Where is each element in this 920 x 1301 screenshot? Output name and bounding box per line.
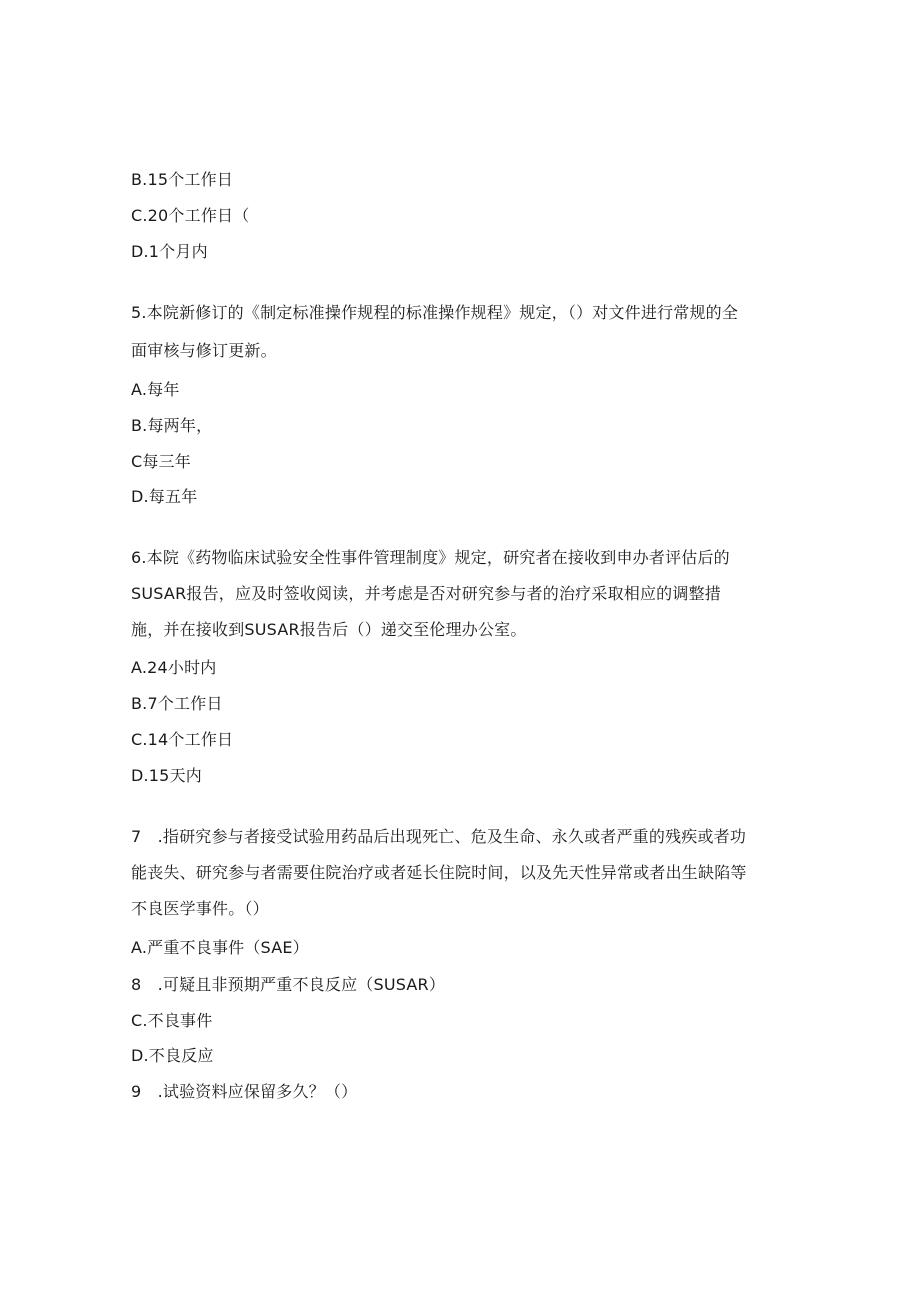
q7-stem-line-2: 能丧失、研究参与者需要住院治疗或者延长住院时间，以及先天性异常或者出生缺陷等 [131, 863, 747, 882]
q6-option-d: D.15天内 [131, 766, 202, 785]
q6-stem-line-2: SUSAR报告，应及时签收阅读，并考虑是否对研究参与者的治疗采取相应的调整措 [131, 584, 721, 603]
q4-option-b: B.15个工作日 [131, 170, 234, 189]
q6-option-a: A.24小时内 [131, 658, 217, 677]
q7-option-a: A.严重不良事件（SAE） [131, 938, 309, 957]
q7-stem-line-3: 不良医学事件。（） [131, 899, 269, 918]
q6-option-c: C.14个工作日 [131, 730, 234, 749]
q8-item: 8 .可疑且非预期严重不良反应（SUSAR） [131, 975, 446, 994]
q6-stem-line-3: 施，并在接收到SUSAR报告后（）递交至伦理办公室。 [131, 620, 527, 639]
q6-stem-line-1: 6.本院《药物临床试验安全性事件管理制度》规定，研究者在接收到申办者评估后的 [131, 548, 730, 567]
q5-option-c: C每三年 [131, 452, 191, 471]
q7-stem-line-1: 7 .指研究参与者接受试验用药品后出现死亡、危及生命、永久或者严重的残疾或者功 [131, 827, 747, 846]
q9-stem: 9 .试验资料应保留多久？（） [131, 1082, 358, 1101]
q7-option-c: C.不良事件 [131, 1011, 213, 1030]
q7-option-d: D.不良反应 [131, 1046, 214, 1065]
q5-option-a: A.每年 [131, 380, 180, 399]
q5-option-d: D.每五年 [131, 487, 198, 506]
q4-option-c: C.20个工作日（ [131, 206, 250, 225]
q6-option-b: B.7个工作日 [131, 694, 223, 713]
q5-stem-line-1: 5.本院新修订的《制定标准操作规程的标准操作规程》规定，（）对文件进行常规的全 [131, 303, 739, 322]
q5-option-b: B.每两年， [131, 416, 213, 435]
q4-option-d: D.1个月内 [131, 242, 208, 261]
q5-stem-line-2: 面审核与修订更新。 [131, 341, 277, 360]
